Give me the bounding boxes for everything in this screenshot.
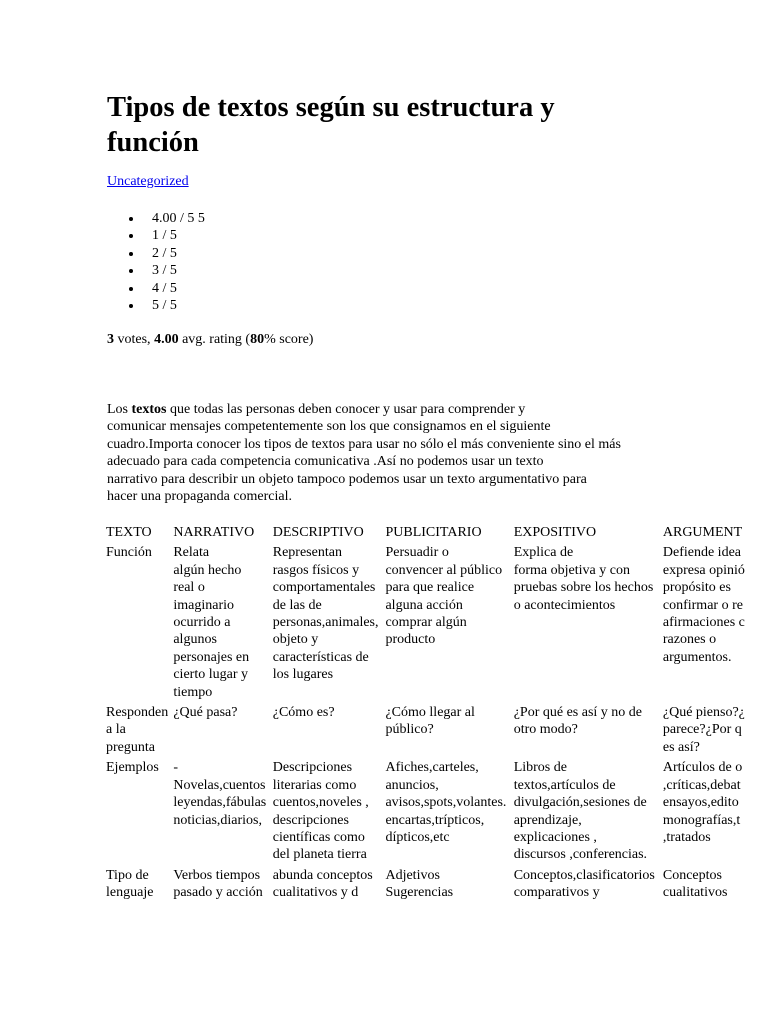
table-header-cell: EXPOSITIVO [513, 525, 597, 540]
table-cell: Verbos tiempos pasado y acción [173, 867, 263, 901]
table-cell: ¿Qué pienso?¿ parece?¿Por q es así? [662, 705, 745, 755]
table-cell: ¿Por qué es así y no de otro modo? [513, 705, 643, 738]
table-cell: Conceptos,clasificatorios comparativos y [513, 867, 655, 901]
intro-pre: Los [107, 402, 132, 417]
rating-summary [107, 331, 313, 348]
table-cell: Persuadir o convencer al público para que realice alguna acción comprar algún producto [385, 545, 503, 648]
table-cell: Relata algún hecho real o imaginario ocurrido a algunos personajes en cierto lugar y tiempo [173, 545, 250, 700]
intro-bold: textos [131, 402, 167, 417]
table-cell: Explica de forma objetiva y con pruebas sobre los hechos o acontecimientos [513, 545, 654, 613]
rating-option[interactable]: 2 / 5 [107, 245, 205, 262]
table-cell: Adjetivos Sugerencias [385, 867, 454, 901]
table-row [104, 543, 765, 703]
table-cell: ¿Qué pasa? [173, 705, 238, 721]
table-cell: Conceptos cualitativos [662, 867, 728, 901]
category-link[interactable]: Uncategorized [107, 174, 189, 189]
intro-post: que todas las personas deben conocer y usar para comprender y comunicar mensajes competentemente son los que consignamos en el siguiente cuadro.Importa conocer los tipos de textos para usar no sólo el más conveniente sino el más adecuado para cada competencia comunicativa .Así no podemos usar un texto narrativo para describir un objeto tampoco podemos usar un texto argumentativo para hacer una propaganda comercial. [107, 402, 621, 505]
score-label: % score) [264, 332, 314, 347]
table-cell: Ejemplos [106, 760, 159, 776]
table-cell: Responden a la pregunta [106, 705, 169, 755]
avg-rating: 4.00 [154, 332, 179, 347]
table-cell: Artículos de o ,críticas,debat ensayos,edito monografías,t ,tratados [662, 760, 743, 845]
table-cell: Descripciones literarias como cuentos,noveles , descripciones científicas como del planeta tierra [272, 760, 369, 863]
table-row [104, 758, 765, 865]
table-cell: ¿Cómo llegar al público? [385, 705, 475, 738]
text-types-table [104, 523, 765, 904]
rating-list [107, 210, 205, 314]
rating-option[interactable]: 4.00 / 5 5 [107, 210, 205, 227]
table-cell: ¿Cómo es? [272, 705, 335, 721]
votes-label: votes, [114, 332, 155, 347]
table-header-cell: NARRATIVO [173, 525, 255, 540]
rating-option[interactable]: 4 / 5 [107, 280, 205, 297]
page-title: Tipos de textos según su estructura y función [107, 92, 555, 158]
votes-count: 3 [107, 332, 114, 347]
table-row [104, 866, 765, 904]
table-cell: Libros de textos,artículos de divulgación,sesiones de aprendizaje, explicaciones , discursos ,conferencias. [513, 760, 648, 863]
table-cell: - Novelas,cuentos leyendas,fábulas noticias,diarios, [173, 760, 267, 828]
table-cell: abunda conceptos cualitativos y d [272, 867, 373, 901]
rating-option[interactable]: 5 / 5 [107, 297, 205, 314]
table-cell: Afiches,carteles, anuncios, avisos,spots,volantes. encartas,trípticos, dípticos,etc [385, 760, 507, 845]
score-value: 80 [250, 332, 265, 347]
intro-paragraph [107, 401, 667, 505]
table-header-cell: ARGUMENT [662, 525, 743, 540]
table-header-row [104, 523, 765, 543]
table-cell: Función [106, 545, 152, 561]
table-cell: Representan rasgos físicos y comportamentales de las de personas,animales, objeto y características de los lugares [272, 545, 379, 683]
rating-option[interactable]: 1 / 5 [107, 227, 205, 244]
table-row [104, 703, 765, 758]
avg-label: avg. rating ( [178, 332, 251, 347]
rating-option[interactable]: 3 / 5 [107, 262, 205, 279]
table-header-cell: TEXTO [106, 525, 152, 540]
table-cell: Defiende idea expresa opinió propósito es confirmar o re afirmaciones c razones o argumentos. [662, 545, 745, 665]
table-header-cell: DESCRIPTIVO [272, 525, 364, 540]
table-header-cell: PUBLICITARIO [385, 525, 482, 540]
table-cell: Tipo de lenguaje [106, 867, 154, 901]
